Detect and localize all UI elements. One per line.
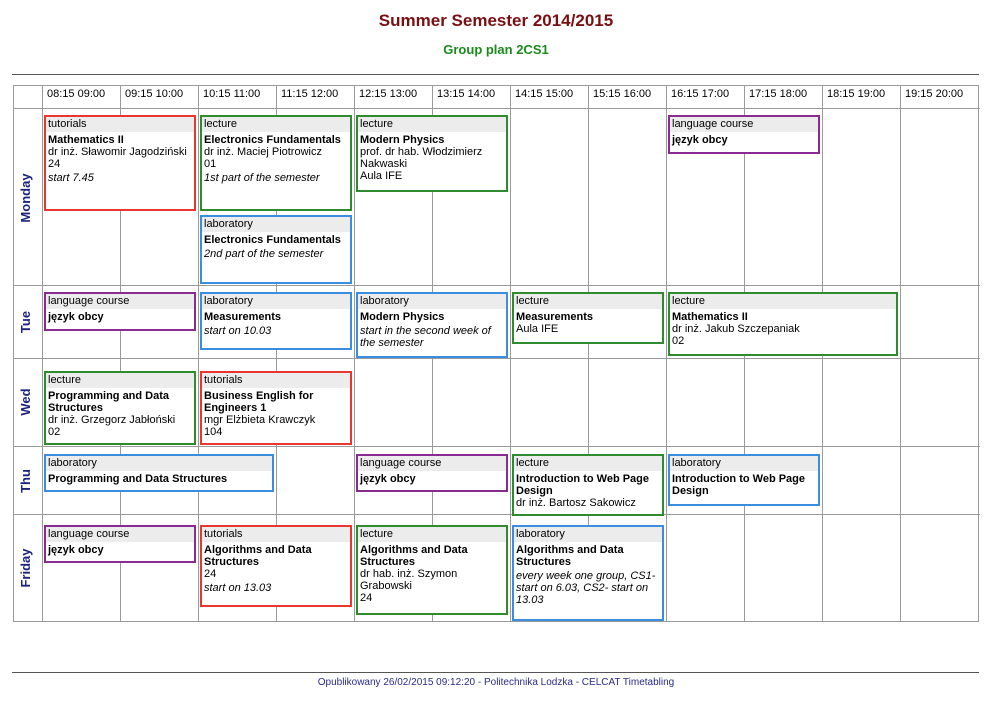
event-type: language course — [670, 117, 818, 132]
col-divider — [198, 86, 199, 621]
event-type: lecture — [514, 456, 662, 471]
event-type: laboratory — [670, 456, 818, 471]
event-card[interactable] — [44, 115, 196, 211]
event-name: język obcy — [48, 311, 104, 323]
event-name: język obcy — [48, 544, 104, 556]
event-card[interactable] — [512, 454, 664, 516]
event-card[interactable] — [44, 292, 196, 331]
event-type: tutorials — [202, 373, 350, 388]
event-name: Measurements — [516, 311, 594, 323]
event-type: language course — [46, 527, 194, 542]
event-name: Mathematics II — [672, 311, 748, 323]
row-divider — [14, 285, 980, 286]
timeslot-label: 12:15 13:00 — [359, 88, 418, 100]
event-type: lecture — [514, 294, 662, 309]
day-label-monday: Monday — [18, 173, 33, 223]
event-card[interactable] — [356, 454, 508, 492]
event-card[interactable] — [44, 371, 196, 445]
timeslot-label: 17:15 18:00 — [749, 88, 808, 100]
event-type: tutorials — [46, 117, 194, 132]
event-type: tutorials — [202, 527, 350, 542]
footer-text: Opublikowany 26/02/2015 09:12:20 - Politechnika Lodzka - CELCAT Timetabling — [317, 677, 675, 688]
event-card[interactable] — [668, 454, 820, 506]
top-divider — [12, 74, 979, 75]
event-type: laboratory — [514, 527, 662, 542]
event-card[interactable] — [200, 215, 352, 284]
event-name: język obcy — [672, 134, 728, 146]
event-name: Introduction to Web Page Design — [672, 473, 806, 497]
event-note: 1st part of the semester — [204, 172, 320, 184]
event-card[interactable] — [512, 292, 664, 344]
event-note: start 7.45 — [48, 172, 94, 184]
timeslot-label: 16:15 17:00 — [671, 88, 730, 100]
event-teacher: prof. dr hab. Włodzimierz Nakwaski — [360, 146, 483, 170]
event-name: Introduction to Web Page Design — [516, 473, 650, 497]
event-name: Mathematics II — [48, 134, 124, 146]
header-row-divider — [14, 108, 980, 109]
col-divider — [510, 86, 511, 621]
day-label-wed: Wed — [18, 388, 33, 416]
event-room: 24 — [48, 158, 61, 170]
event-name: Modern Physics — [360, 311, 445, 323]
event-type: lecture — [670, 294, 896, 309]
event-card[interactable] — [44, 454, 274, 492]
event-type: language course — [358, 456, 506, 471]
event-type: laboratory — [46, 456, 272, 471]
timeslot-label: 14:15 15:00 — [515, 88, 574, 100]
timeslot-label: 11:15 12:00 — [281, 88, 339, 100]
event-name: Algorithms and Data Structures — [204, 544, 312, 568]
timeslot-label: 18:15 19:00 — [827, 88, 886, 100]
day-label-tue: Tue — [18, 310, 33, 334]
event-note: start on 13.03 — [204, 582, 272, 594]
event-note: 2nd part of the semester — [204, 248, 324, 260]
event-type: laboratory — [202, 217, 350, 232]
timeslot-label: 08:15 09:00 — [47, 88, 106, 100]
col-divider — [666, 86, 667, 621]
event-room: Aula IFE — [360, 170, 403, 182]
day-label-thu: Thu — [18, 469, 33, 493]
event-card[interactable] — [356, 292, 508, 358]
event-name: Business English for Engineers 1 — [204, 390, 314, 414]
event-name: Electronics Fundamentals — [204, 234, 341, 246]
event-type: language course — [46, 294, 194, 309]
event-teacher: dr inż. Sławomir Jagodziński — [48, 146, 187, 158]
event-type: lecture — [358, 117, 506, 132]
event-card[interactable] — [668, 115, 820, 154]
timetable-grid — [13, 85, 979, 622]
page-title: Summer Semester 2014/2015 — [378, 11, 614, 30]
event-type: lecture — [358, 527, 506, 542]
event-type: laboratory — [358, 294, 506, 309]
event-teacher: dr hab. inż. Szymon Grabowski — [360, 568, 458, 592]
event-note: start in the second week of the semester — [360, 325, 491, 349]
event-room: 02 — [48, 426, 61, 438]
event-teacher: dr inż. Grzegorz Jabłoński — [48, 414, 176, 426]
event-room: 24 — [204, 568, 217, 580]
event-name: Modern Physics — [360, 134, 445, 146]
event-name: język obcy — [360, 473, 416, 485]
timeslot-label: 13:15 14:00 — [437, 88, 496, 100]
event-type: lecture — [202, 117, 350, 132]
event-name: Measurements — [204, 311, 282, 323]
event-note: every week one group, CS1- start on 6.03, CS2- start on 13.03 — [516, 570, 656, 606]
event-card[interactable] — [356, 525, 508, 615]
event-card[interactable] — [668, 292, 898, 356]
row-divider — [14, 514, 980, 515]
timeslot-label: 09:15 10:00 — [125, 88, 184, 100]
bottom-divider — [12, 672, 979, 673]
event-type: laboratory — [202, 294, 350, 309]
event-name: Programming and Data Structures — [48, 473, 228, 485]
timeslot-label: 19:15 20:00 — [905, 88, 964, 100]
event-teacher: dr inż. Bartosz Sakowicz — [516, 497, 636, 509]
col-divider — [900, 86, 901, 621]
event-card[interactable] — [44, 525, 196, 563]
event-room: 02 — [672, 335, 685, 347]
col-divider — [354, 86, 355, 621]
event-room: Aula IFE — [516, 323, 559, 335]
event-card[interactable] — [356, 115, 508, 192]
event-card[interactable] — [200, 371, 352, 445]
event-note: start on 10.03 — [204, 325, 272, 337]
event-room: 01 — [204, 158, 217, 170]
timeslot-label: 15:15 16:00 — [593, 88, 652, 100]
event-card[interactable] — [200, 525, 352, 607]
row-divider — [14, 358, 980, 359]
page-subtitle: Group plan 2CS1 — [443, 42, 549, 57]
event-room: 24 — [360, 592, 373, 604]
event-name: Programming and Data Structures — [48, 390, 170, 414]
event-room: 104 — [204, 426, 223, 438]
day-column-divider — [42, 86, 43, 621]
event-type: lecture — [46, 373, 194, 388]
event-name: Electronics Fundamentals — [204, 134, 341, 146]
event-teacher: dr inż. Maciej Piotrowicz — [204, 146, 322, 158]
event-name: Algorithms and Data Structures — [516, 544, 624, 568]
event-card[interactable] — [512, 525, 664, 621]
row-divider — [14, 446, 980, 447]
timeslot-label: 10:15 11:00 — [203, 88, 261, 100]
event-teacher: dr inż. Jakub Szczepaniak — [672, 323, 800, 335]
event-teacher: mgr Elżbieta Krawczyk — [204, 414, 316, 426]
day-label-friday: Friday — [18, 548, 33, 588]
event-card[interactable] — [200, 115, 352, 211]
event-card[interactable] — [200, 292, 352, 350]
event-name: Algorithms and Data Structures — [360, 544, 468, 568]
